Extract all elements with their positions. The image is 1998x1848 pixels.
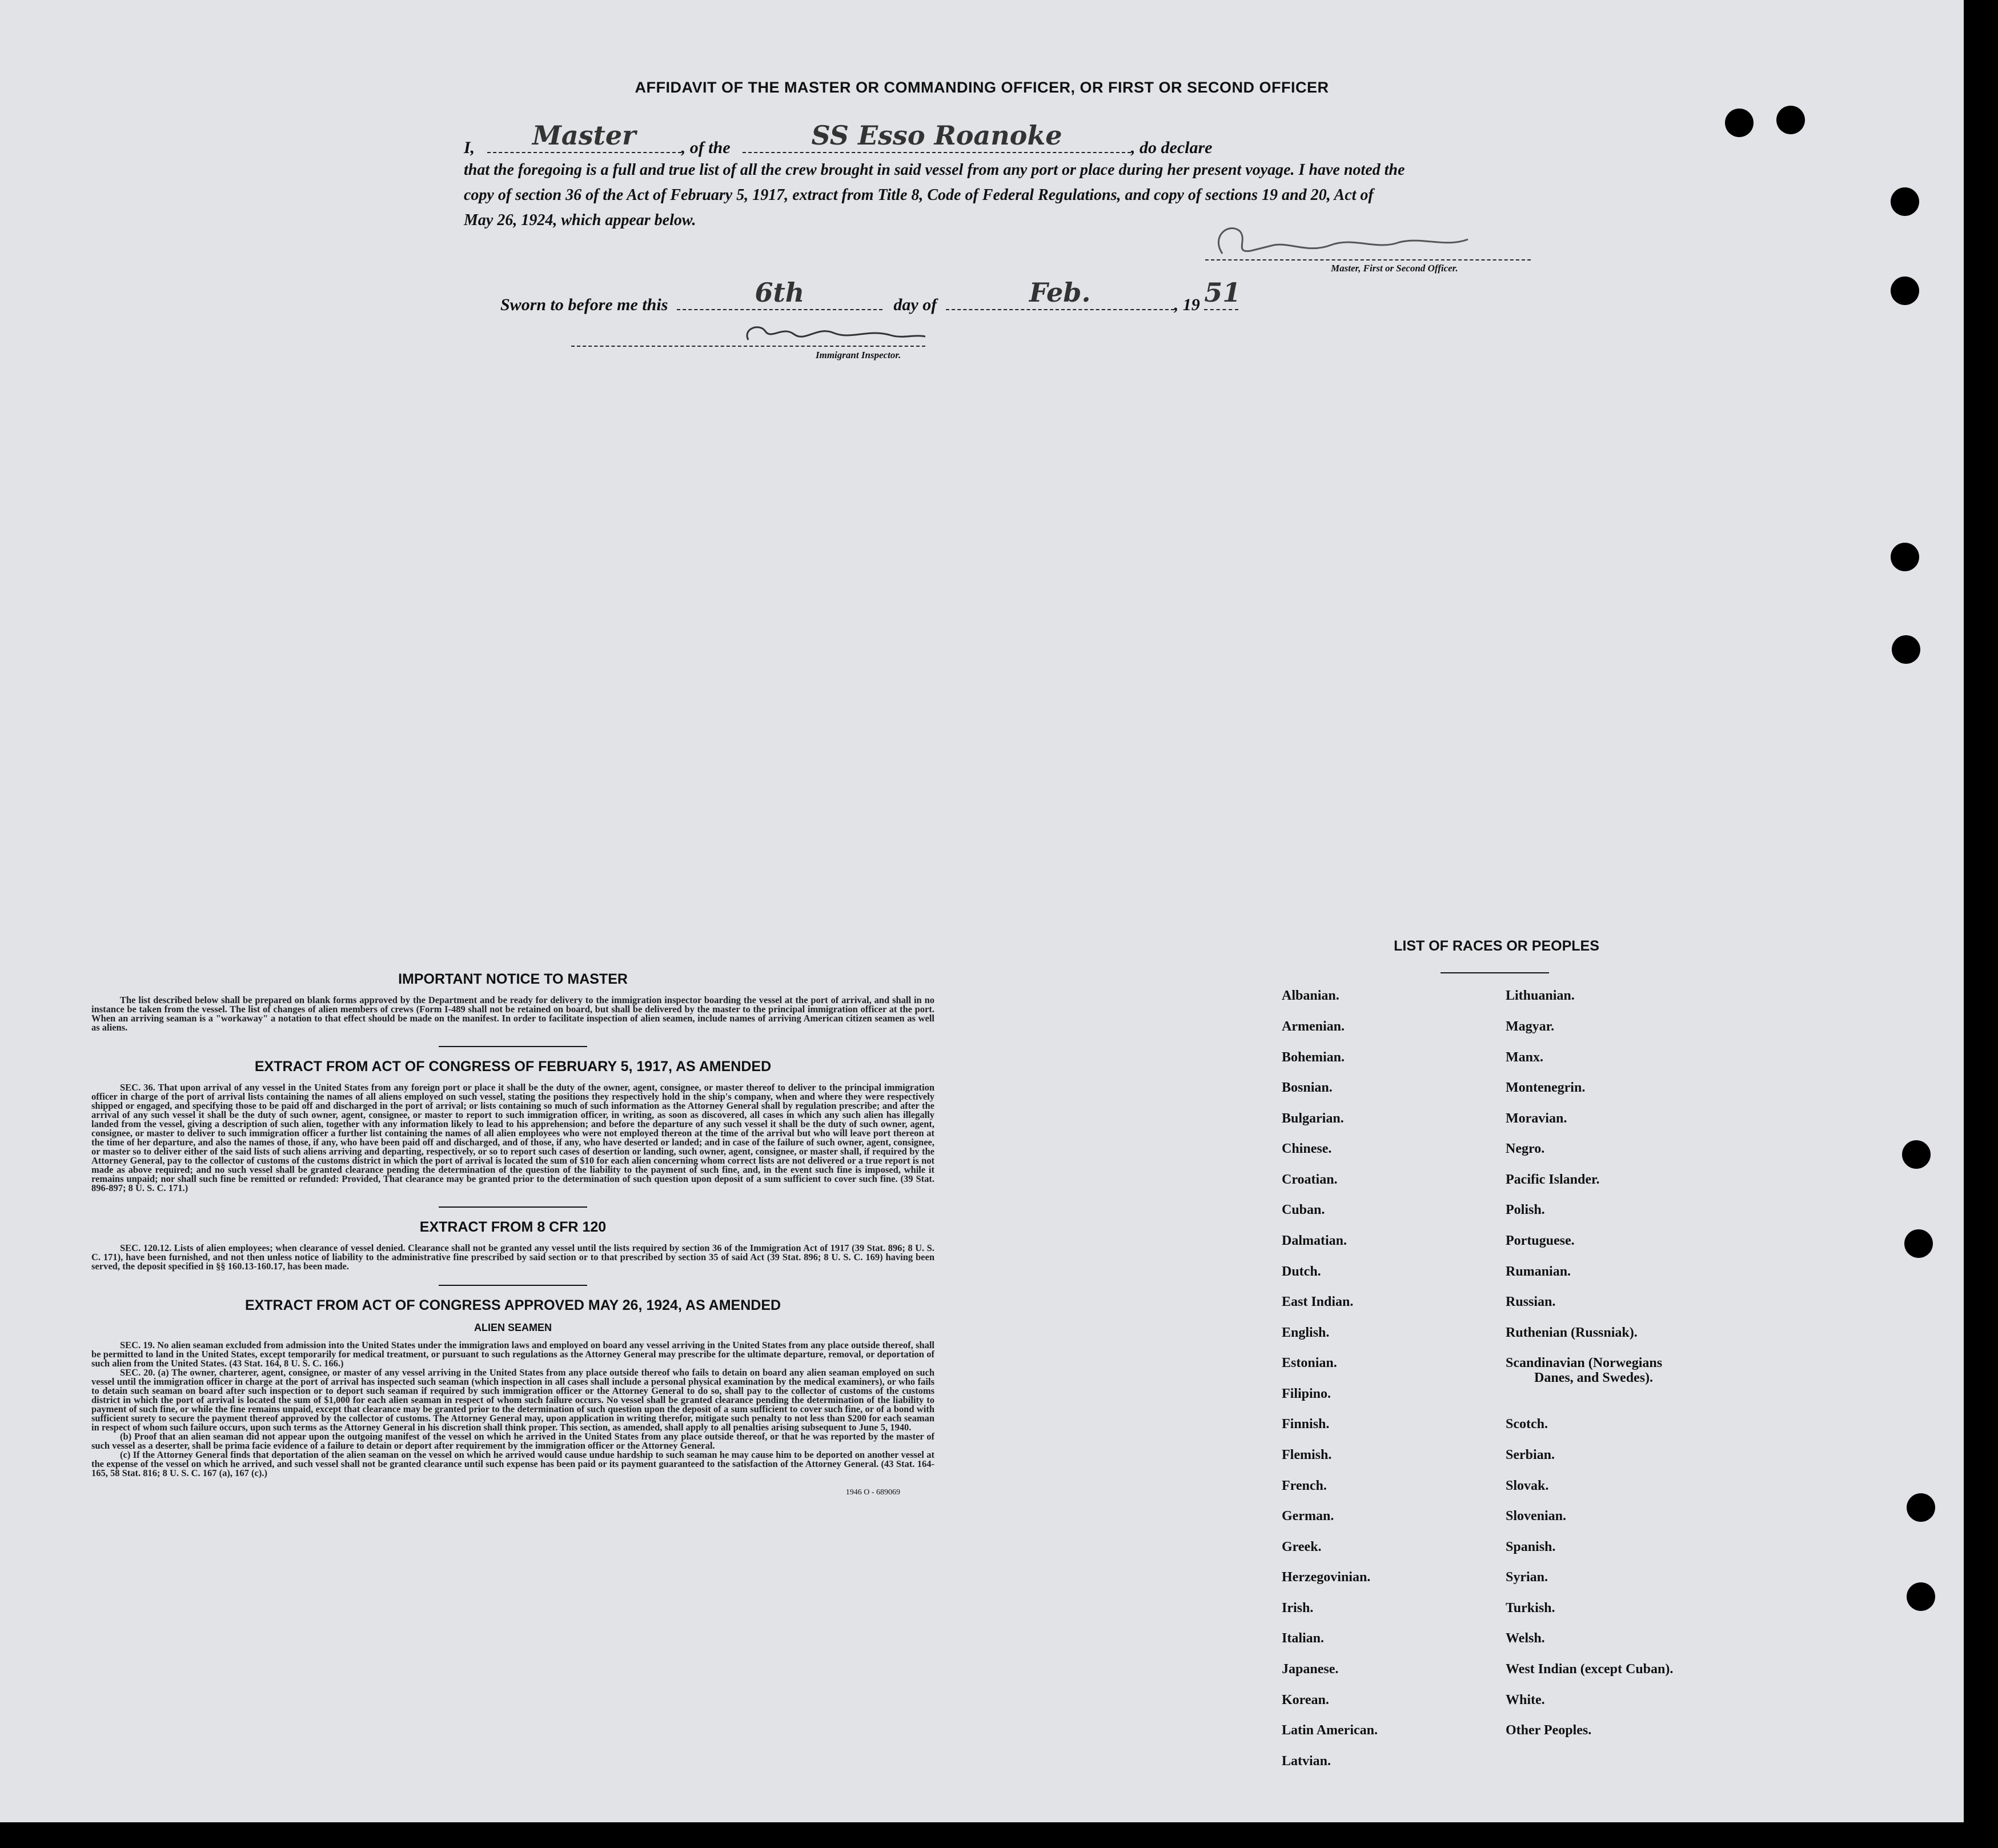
race-item: Armenian. (1282, 1019, 1345, 1034)
race-item: Rumanian. (1506, 1264, 1571, 1279)
race-item: French. (1282, 1478, 1327, 1493)
inspector-signature (571, 317, 925, 347)
sworn-year-handwriting: 51 (1204, 277, 1241, 308)
master-caption: Master, First or Second Officer. (1331, 263, 1458, 274)
race-item: Negro. (1506, 1141, 1545, 1156)
race-item: Magyar. (1506, 1019, 1555, 1034)
vessel-name-field (743, 120, 1131, 153)
race-item: West Indian (except Cuban). (1506, 1662, 1674, 1677)
race-item: Latin American. (1282, 1723, 1378, 1738)
day-of-label: day of (893, 295, 937, 314)
race-item: Serbian. (1506, 1448, 1555, 1462)
race-item: Herzegovinian. (1282, 1570, 1371, 1585)
sworn-day-field (677, 277, 882, 310)
sec20b-text: (b) Proof that an alien seaman did not appear upon the outgoing manifest of the vessel on which he arrived in the United States from any place outside thereof, or that he was reported by the master of such vessel as a deserter, shall be prima facie evidence of a failure to detain or deport after requirement by the immigration officer or the Attorney General. (91, 1431, 934, 1451)
punch-hole (1725, 109, 1754, 137)
divider (439, 1206, 587, 1208)
extract-1924-title: EXTRACT FROM ACT OF CONGRESS APPROVED MAY 26, 1924, AS AMENDED (244, 1297, 781, 1313)
declare-label: , do declare (1131, 138, 1213, 157)
divider (1441, 972, 1549, 973)
extract-1917-text: SEC. 36. That upon arrival of any vessel in the United States from any foreign port or place it shall be the duty of the owner, agent, consignee, or master thereof to deliver to the principal immigration officer in charge of the port of arrival lists containing the names of all aliens employed on such vessel, stating the positions they respectively hold in the ship's company, when and where they were respectively shipped or engaged, and specifying those to be paid off and discharged in the port of arrival; or lists containing so much of such information as the Attorney General shall by regulation prescribe; and after the arrival of any such vessel it shall be the duty of such owner, agent, consignee, or master to report to such immigration officer, in writing, as soon as discovered, all cases in which any such alien has illegally landed from the vessel, giving a description of such alien, together with any information likely to lead to his apprehension; and before the departure of any such vessel it shall be the duty of such owner, agent, consignee, or master to deliver to such immigration officer a further list containing the names of all alien employees who were not employed thereon at the time of the arrival but who will leave port thereon at the time of her departure, and also the names of those, if any, who have been paid off and discharged, and of those, if any, who have deserted or landed; and in case of the failure of such owner, agent, consignee, or master so to deliver either of the said lists of such aliens arriving and departing, respectively, or so to report such cases of desertion or landing, such owner, agent, consignee, or master shall, if required by the Attorney General, pay to the collector of customs of the customs district in which the port of arrival is located the sum of $10 for each alien concerning whom correct lists are not delivered or a true report is not made as above required; and no such vessel shall be granted clearance pending the determination of the question of the liability to the payment of such fine, and, in the event such fine is imposed, while it remains unpaid; nor shall such fine be remitted or refunded: Provided, That clearance may be granted prior to the determination of such question upon deposit of a sum sufficient to cover such fine. (39 Stat. 896-897; 8 U. S. C. 171.) (91, 1082, 934, 1193)
notice-title: IMPORTANT NOTICE TO MASTER (398, 971, 628, 987)
vessel-handwriting: SS Esso Roanoke (811, 120, 1062, 151)
punch-hole (1892, 635, 1920, 664)
sworn-month-handwriting: Feb. (1029, 277, 1091, 308)
race-item: Dalmatian. (1282, 1233, 1347, 1248)
race-item: Japanese. (1282, 1662, 1339, 1677)
race-item: Albanian. (1282, 988, 1339, 1003)
races-title: LIST OF RACES OR PEOPLES (1394, 938, 1599, 954)
inspector-caption: Immigrant Inspector. (816, 350, 901, 360)
race-item: East Indian. (1282, 1294, 1354, 1309)
race-item: Bohemian. (1282, 1050, 1345, 1065)
race-item: Filipino. (1282, 1386, 1331, 1401)
race-item: Latvian. (1282, 1754, 1331, 1769)
legal-column (91, 971, 934, 1497)
race-item: Welsh. (1506, 1631, 1545, 1646)
master-handwriting: Master (532, 120, 636, 151)
punch-hole (1907, 1582, 1935, 1611)
race-item: Moravian. (1506, 1111, 1567, 1126)
race-item: English. (1282, 1325, 1330, 1340)
race-item: Slovak. (1506, 1478, 1549, 1493)
sworn-label: Sworn to before me this (500, 295, 668, 314)
race-item: Scandinavian (Norwegians (1506, 1356, 1663, 1370)
sworn-year-field (1204, 277, 1241, 310)
race-item: Russian. (1506, 1294, 1556, 1309)
notice-text: The list described below shall be prepared on blank forms approved by the Department and be ready for delivery to the immigration inspector boarding the vessel at the port of arrival, and shall in no instance be taken from the vessel. The list of changes of alien members of crews (Form I-489 shall not be retained on board, but shall be delivered by the master to the principal immigration officer at the port. When an arriving seaman is a "workaway" a notation to that effect should be made on the manifest. In order to facilitate inspection of alien seamen, include names of arriving American citizen seamen as well as aliens. (91, 995, 934, 1033)
extract-cfr-text: SEC. 120.12. Lists of alien employees; when clearance of vessel denied. Clearance shall not be granted any vessel until the lists required by section 36 of the Immigration Act of 1917 (39 Stat. 896; 8 U. S. C. 171), have been furnished, and not then unless notice of liability to the administrative fine prescribed by said section or to that prescribed by section 35 of said Act (39 Stat. 896; 8 U. S. C. 169) having been served, the deposit specified in §§ 160.13-160.17, has been made. (91, 1242, 934, 1272)
race-item: Korean. (1282, 1693, 1329, 1707)
punch-hole (1904, 1229, 1933, 1258)
affidavit-line-2: that the foregoing is a full and true list of all the crew brought in said vessel from any port or place during her present voyage. I have noted the (464, 161, 1405, 179)
sworn-line (500, 277, 1241, 315)
punch-hole (1891, 187, 1919, 216)
race-item: Bosnian. (1282, 1080, 1333, 1095)
race-item: Turkish. (1506, 1601, 1555, 1616)
sworn-month-field (946, 277, 1174, 310)
race-item: Croatian. (1282, 1172, 1338, 1187)
race-item: Polish. (1506, 1202, 1545, 1217)
race-item: Manx. (1506, 1050, 1543, 1065)
sec20c-text: (c) If the Attorney General finds that deportation of the alien seaman on the vessel on which he arrived would cause undue hardship to such seaman he may cause him to be deported on another vessel at the expense of the vessel on which he arrived, and such vessel shall not be granted clearance until such expense has been paid or its payment guaranteed to the satisfaction of the Attorney General. (43 Stat. 164-165, 58 Stat. 816; 8 U. S. C. 167 (a), 167 (c).) (91, 1449, 934, 1478)
divider (439, 1046, 587, 1047)
punch-hole (1891, 543, 1919, 571)
sec19-text: SEC. 19. No alien seaman excluded from admission into the United States under the immigration laws and employed on board any vessel arriving in the United States from any place outside thereof, shall be permitted to land in the United States, except temporarily for medical treatment, or pursuant to such regulations as the Attorney General may prescribe for the ultimate departure, removal, or deportation of such alien from the United States. (43 Stat. 164, 8 U. S. C. 166.) (91, 1340, 934, 1369)
race-item: Bulgarian. (1282, 1111, 1344, 1126)
punch-hole (1891, 276, 1919, 305)
race-item: Finnish. (1282, 1417, 1330, 1432)
affidavit-line-3: copy of section 36 of the Act of February 5, 1917, extract from Title 8, Code of Federal Regulations, and copy of sections 19 and 20, Act of (464, 186, 1374, 204)
punch-hole (1907, 1493, 1935, 1522)
signature-scribble (1205, 219, 1531, 259)
race-item: Greek. (1282, 1540, 1322, 1554)
race-item: Flemish. (1282, 1448, 1332, 1462)
race-item: Montenegrin. (1506, 1080, 1586, 1095)
sec20a-text: SEC. 20. (a) The owner, charterer, agent, consignee, or master of any vessel arriving in the United States from any place outside thereof who fails to detain on board any alien seaman employed on such vessel until the immigration officer in charge at the port of arrival has inspected such seaman (which inspection in all cases shall include a personal physical examination by the medical examiners), or who fails to detain such seaman on board after such inspection or to deport such seaman if required by such immigration officer or the Attorney General to do so, shall pay to the collector of customs of the customs district in which the port of arrival is located the sum of $1,000 for each alien seaman in respect of whom such failure occurs. No vessel shall be granted clearance pending the determination of the liability to payment of such fine, or while the fine remains unpaid, except that clearance may be granted prior to the determination of such question upon the deposit of a sum sufficient to cover such fine, or of a bond with sufficient surety to secure the payment thereof approved by the collector of customs. The Attorney General may, upon application in writing therefor, mitigate such penalty to not less than $200 for each seaman in respect of whom such failure occurs, upon such terms as the Attorney General in his discretion shall think proper. This section, as amended, shall apply to all penalties arising subsequent to June 5, 1940. (91, 1367, 934, 1433)
race-item: Danes, and Swedes). (1534, 1370, 1654, 1385)
race-item: Dutch. (1282, 1264, 1321, 1279)
race-item: Slovenian. (1506, 1509, 1567, 1524)
race-item: Ruthenian (Russniak). (1506, 1325, 1638, 1340)
affidavit-line-1 (464, 120, 1213, 158)
extract-cfr-title: EXTRACT FROM 8 CFR 120 (419, 1219, 607, 1235)
affidavit-title: AFFIDAVIT OF THE MASTER OR COMMANDING OFFICER, OR FIRST OR SECOND OFFICER (635, 79, 1329, 96)
race-item: White. (1506, 1693, 1545, 1707)
alien-seamen-subtitle: ALIEN SEAMEN (474, 1322, 552, 1333)
race-item: Scotch. (1506, 1417, 1548, 1432)
sworn-day-handwriting: 6th (755, 277, 805, 308)
race-item: German. (1282, 1509, 1334, 1524)
signature-scribble (571, 317, 925, 346)
race-item: Irish. (1282, 1601, 1314, 1616)
race-item: Pacific Islander. (1506, 1172, 1600, 1187)
i-label: I, (464, 138, 475, 157)
race-item: Chinese. (1282, 1141, 1332, 1156)
race-item: Portuguese. (1506, 1233, 1575, 1248)
divider (439, 1285, 587, 1286)
extract-1917-title: EXTRACT FROM ACT OF CONGRESS OF FEBRUARY 5, 1917, AS AMENDED (254, 1059, 772, 1075)
race-item: Syrian. (1506, 1570, 1548, 1585)
race-item: Cuban. (1282, 1202, 1325, 1217)
race-item: Spanish. (1506, 1540, 1556, 1554)
of-the-label: , of the (681, 138, 731, 157)
master-signature (1205, 219, 1531, 260)
race-item: Italian. (1282, 1631, 1325, 1646)
punch-hole (1902, 1140, 1931, 1169)
affidavit-line-4: May 26, 1924, which appear below. (464, 211, 696, 229)
master-name-field (487, 120, 681, 153)
year-prefix: , 19 (1174, 295, 1200, 314)
race-item: Estonian. (1282, 1356, 1337, 1370)
race-item: Lithuanian. (1506, 988, 1575, 1003)
race-item: Other Peoples. (1506, 1723, 1592, 1738)
punch-hole (1776, 106, 1805, 134)
print-code: 1946 O - 689069 (845, 1488, 900, 1497)
